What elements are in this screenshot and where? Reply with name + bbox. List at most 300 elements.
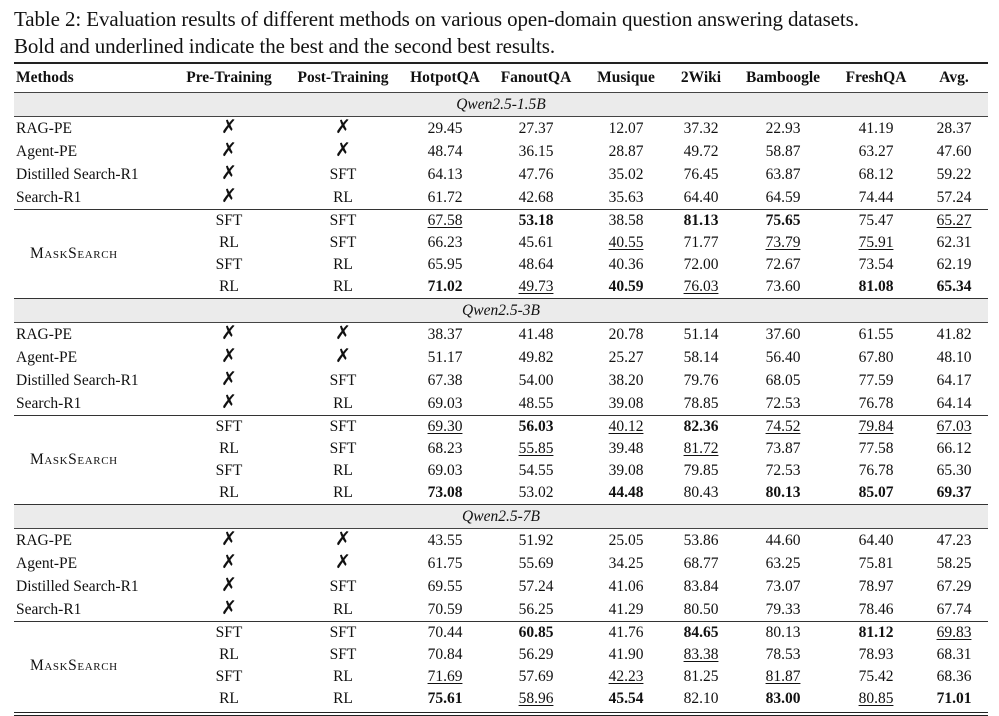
post-training-cell (284, 369, 402, 392)
training-label: SFT (215, 624, 243, 641)
score-cell: 67.74 (936, 600, 972, 618)
score-cell: 55.69 (518, 554, 554, 572)
score-value: 77.58 (858, 440, 894, 457)
header-row (14, 64, 988, 93)
score-cell (734, 254, 832, 276)
score-value: 72.00 (683, 256, 719, 273)
score-cell (402, 688, 488, 710)
pre-training-cell (174, 254, 284, 276)
training-label: RL (219, 690, 239, 707)
score-value: 78.53 (765, 646, 801, 663)
score-cell (668, 482, 734, 505)
score-cell: 35.02 (608, 165, 644, 183)
score-cell (402, 210, 488, 233)
score-cell (920, 622, 988, 645)
best-score: 45.54 (608, 690, 644, 707)
score-cell (584, 460, 668, 482)
score-cell (734, 622, 832, 645)
score-cell (584, 482, 668, 505)
score-cell: 51.92 (488, 529, 584, 553)
score-cell (734, 644, 832, 666)
score-value: 70.84 (427, 646, 463, 663)
score-cell: 27.37 (488, 117, 584, 141)
score-cell: 64.59 (765, 188, 801, 206)
best-score: 44.48 (608, 484, 644, 501)
score-cell: 41.29 (608, 600, 644, 618)
training-label: RL (333, 278, 353, 295)
score-cell: 75.81 (858, 554, 894, 572)
best-score: 81.12 (858, 624, 894, 641)
score-value: 78.93 (858, 646, 894, 663)
score-cell (920, 276, 988, 299)
training-label: RL (219, 278, 239, 295)
score-cell: 38.37 (402, 323, 488, 347)
table-row (14, 598, 988, 622)
training-label: RL (333, 256, 353, 273)
results-table (14, 64, 988, 710)
second-best-score: 81.72 (683, 440, 719, 457)
score-value: 48.64 (518, 256, 554, 273)
second-best-score: 71.69 (427, 668, 463, 685)
training-label: SFT (215, 462, 243, 479)
score-cell (734, 232, 832, 254)
best-score: 56.03 (518, 418, 554, 435)
method-name: RAG-PE (14, 529, 174, 553)
score-cell (832, 210, 920, 233)
score-cell: 78.97 (858, 577, 894, 595)
score-cell (832, 688, 920, 710)
score-cell (402, 438, 488, 460)
score-cell (584, 438, 668, 460)
score-value: 75.47 (858, 212, 894, 229)
method-name: RAG-PE (14, 323, 174, 347)
column-header: Bamboogle (745, 69, 821, 86)
score-cell: 48.55 (518, 394, 554, 412)
cross-mark-icon: ✗ (335, 323, 351, 344)
score-cell (832, 232, 920, 254)
score-cell: 47.76 (518, 165, 554, 183)
training-label: RL (219, 440, 239, 457)
column-header: 2Wiki (680, 69, 722, 86)
score-cell: 41.06 (608, 577, 644, 595)
section-header-row (14, 505, 988, 529)
score-cell (832, 666, 920, 688)
table-row (14, 140, 988, 163)
score-cell: 70.59 (427, 600, 463, 618)
post-training-cell (284, 163, 402, 186)
score-cell: 29.45 (402, 117, 488, 141)
score-value: 62.19 (936, 256, 972, 273)
score-cell (668, 232, 734, 254)
method-name: Agent-PE (16, 554, 78, 572)
score-cell: 76.78 (858, 394, 894, 412)
second-best-score: 65.27 (936, 212, 972, 229)
cross-mark-icon: ✗ (335, 346, 351, 367)
training-label: RL (333, 188, 353, 206)
method-name: MaskSearch (14, 622, 174, 711)
score-cell: 47.60 (936, 142, 972, 160)
score-cell: 28.37 (920, 117, 988, 141)
score-cell: 48.10 (936, 348, 972, 366)
score-cell: 51.17 (427, 348, 463, 366)
pre-training-cell (174, 346, 284, 369)
score-cell: 41.19 (832, 117, 920, 141)
results-table-container (14, 62, 988, 716)
score-cell (920, 232, 988, 254)
pre-training-cell (174, 392, 284, 416)
best-score: 65.34 (936, 278, 972, 295)
post-training-cell (284, 276, 402, 299)
score-cell: 43.55 (402, 529, 488, 553)
score-cell (734, 666, 832, 688)
score-value: 57.69 (518, 668, 554, 685)
score-cell: 69.03 (427, 394, 463, 412)
best-score: 80.13 (765, 484, 801, 501)
score-cell: 58.25 (936, 554, 972, 572)
score-value: 69.03 (427, 462, 463, 479)
score-cell: 83.84 (683, 577, 719, 595)
score-cell (734, 460, 832, 482)
score-cell (488, 644, 584, 666)
score-cell (734, 416, 832, 439)
score-value: 72.53 (765, 462, 801, 479)
training-label: RL (219, 646, 239, 663)
cross-mark-icon: ✗ (221, 163, 237, 184)
training-label: SFT (329, 624, 357, 641)
second-best-score: 55.85 (518, 440, 554, 457)
second-best-score: 73.79 (765, 234, 801, 251)
cross-mark-icon: ✗ (221, 346, 237, 367)
score-cell (488, 666, 584, 688)
score-value: 66.23 (427, 234, 463, 251)
post-training-cell (284, 210, 402, 233)
pre-training-cell (174, 186, 284, 210)
score-value: 38.58 (608, 212, 644, 229)
score-value: 72.67 (765, 256, 801, 273)
score-cell: 79.33 (765, 600, 801, 618)
best-score: 71.01 (936, 690, 972, 707)
pre-training-cell (174, 552, 284, 575)
score-cell (584, 622, 668, 645)
post-training-cell (284, 482, 402, 505)
column-header: HotpotQA (410, 69, 480, 86)
training-label: SFT (215, 668, 243, 685)
score-value: 68.36 (936, 668, 972, 685)
method-name: Search-R1 (16, 600, 82, 618)
second-best-score: 40.55 (608, 234, 644, 251)
training-label: SFT (215, 256, 243, 273)
pre-training-cell (174, 276, 284, 299)
cross-mark-icon: ✗ (221, 369, 237, 390)
best-score: 82.36 (683, 418, 719, 435)
method-name: RAG-PE (14, 117, 174, 141)
pre-training-cell (174, 416, 284, 439)
score-cell (584, 416, 668, 439)
column-header: Pre-Training (186, 69, 272, 86)
cross-mark-icon: ✗ (221, 552, 237, 573)
score-cell (920, 460, 988, 482)
post-training-cell (284, 117, 402, 141)
second-best-score: 49.73 (518, 278, 554, 295)
score-cell: 63.87 (765, 165, 801, 183)
method-name: Search-R1 (16, 188, 82, 206)
best-score: 75.65 (765, 212, 801, 229)
pre-training-cell (174, 438, 284, 460)
best-score: 75.61 (427, 690, 463, 707)
post-training-cell (284, 416, 402, 439)
score-cell (920, 254, 988, 276)
score-cell (734, 210, 832, 233)
score-cell (584, 210, 668, 233)
method-name: MaskSearch (14, 210, 174, 299)
table-row (14, 346, 988, 369)
score-value: 73.60 (765, 278, 801, 295)
score-cell: 64.40 (683, 188, 719, 206)
score-cell: 73.07 (765, 577, 801, 595)
table-row (14, 186, 988, 210)
pre-training-cell (174, 210, 284, 233)
score-cell (832, 276, 920, 299)
score-value: 82.10 (683, 690, 719, 707)
training-label: SFT (329, 646, 357, 663)
score-cell (584, 276, 668, 299)
cross-mark-icon: ✗ (221, 117, 237, 138)
post-training-cell (284, 460, 402, 482)
score-value: 40.36 (608, 256, 644, 273)
training-label: RL (333, 394, 353, 412)
second-best-score: 80.85 (858, 690, 894, 707)
training-label: SFT (215, 418, 243, 435)
score-value: 76.78 (858, 462, 894, 479)
best-score: 73.08 (427, 484, 463, 501)
score-cell: 67.29 (936, 577, 972, 595)
pre-training-cell (174, 232, 284, 254)
training-label: RL (333, 600, 353, 618)
model-section-label: Qwen2.5-1.5B (14, 93, 988, 117)
score-cell (920, 210, 988, 233)
score-cell (734, 688, 832, 710)
score-cell (832, 482, 920, 505)
method-name: Distilled Search-R1 (16, 371, 139, 389)
score-cell (920, 438, 988, 460)
training-label: SFT (329, 165, 357, 183)
score-value: 41.76 (608, 624, 644, 641)
score-value: 68.23 (427, 440, 463, 457)
score-cell: 35.63 (608, 188, 644, 206)
training-label: RL (333, 668, 353, 685)
score-cell: 69.55 (427, 577, 463, 595)
best-score: 69.37 (936, 484, 972, 501)
training-label: SFT (329, 371, 357, 389)
score-cell (668, 622, 734, 645)
post-training-cell (284, 529, 402, 553)
score-value: 71.77 (683, 234, 719, 251)
pre-training-cell (174, 140, 284, 163)
score-cell (734, 276, 832, 299)
training-label: SFT (329, 577, 357, 595)
score-cell: 76.45 (683, 165, 719, 183)
score-cell: 12.07 (584, 117, 668, 141)
pre-training-cell (174, 598, 284, 622)
cross-mark-icon: ✗ (221, 186, 237, 207)
score-cell (488, 254, 584, 276)
score-cell: 28.87 (608, 142, 644, 160)
score-cell: 58.14 (683, 348, 719, 366)
column-header: FanoutQA (500, 69, 572, 86)
score-cell: 25.27 (608, 348, 644, 366)
score-cell (668, 276, 734, 299)
table-bottom-rule (14, 712, 988, 716)
score-cell (734, 482, 832, 505)
cross-mark-icon: ✗ (221, 323, 237, 344)
post-training-cell (284, 254, 402, 276)
best-score: 60.85 (518, 624, 554, 641)
caption-line-1: Table 2: Evaluation results of different methods on various open-domain question answering datasets. (14, 7, 859, 31)
score-cell: 41.82 (920, 323, 988, 347)
score-cell: 53.86 (668, 529, 734, 553)
score-cell: 41.48 (488, 323, 584, 347)
score-value: 80.43 (683, 484, 719, 501)
post-training-cell (284, 644, 402, 666)
score-cell (488, 210, 584, 233)
score-cell: 67.38 (427, 371, 463, 389)
score-cell: 42.68 (518, 188, 554, 206)
best-score: 83.00 (765, 690, 801, 707)
post-training-cell (284, 688, 402, 710)
method-name: Distilled Search-R1 (16, 165, 139, 183)
column-header: FreshQA (845, 69, 907, 86)
table-row (14, 369, 988, 392)
score-cell (488, 276, 584, 299)
score-cell (832, 644, 920, 666)
score-cell (488, 482, 584, 505)
method-name: Distilled Search-R1 (16, 577, 139, 595)
score-cell: 47.23 (920, 529, 988, 553)
best-score: 81.13 (683, 212, 719, 229)
cross-mark-icon: ✗ (221, 140, 237, 161)
second-best-score: 81.87 (765, 668, 801, 685)
pre-training-cell (174, 369, 284, 392)
post-training-cell (284, 598, 402, 622)
best-score: 84.65 (683, 624, 719, 641)
score-cell: 56.25 (518, 600, 554, 618)
second-best-score: 75.91 (858, 234, 894, 251)
score-cell: 20.78 (584, 323, 668, 347)
score-cell (402, 644, 488, 666)
pre-training-cell (174, 644, 284, 666)
second-best-score: 76.03 (683, 278, 719, 295)
score-cell: 78.85 (683, 394, 719, 412)
score-cell (402, 622, 488, 645)
score-cell (402, 254, 488, 276)
pre-training-cell (174, 529, 284, 553)
score-cell: 63.27 (858, 142, 894, 160)
best-score: 81.08 (858, 278, 894, 295)
score-value: 73.87 (765, 440, 801, 457)
score-value: 39.08 (608, 462, 644, 479)
pre-training-cell (174, 622, 284, 645)
score-value: 45.61 (518, 234, 554, 251)
cross-mark-icon: ✗ (335, 552, 351, 573)
score-value: 81.25 (683, 668, 719, 685)
pre-training-cell (174, 482, 284, 505)
score-cell: 37.60 (734, 323, 832, 347)
table-row (14, 416, 988, 439)
score-cell (668, 644, 734, 666)
pre-training-cell (174, 117, 284, 141)
score-value: 54.55 (518, 462, 554, 479)
score-cell (920, 644, 988, 666)
section-header-row (14, 93, 988, 117)
score-cell (488, 460, 584, 482)
table-row (14, 575, 988, 598)
score-cell (488, 416, 584, 439)
table-row (14, 117, 988, 141)
model-section-label: Qwen2.5-7B (14, 505, 988, 529)
score-cell (920, 688, 988, 710)
best-score: 53.18 (518, 212, 554, 229)
score-value: 70.44 (427, 624, 463, 641)
score-value: 73.54 (858, 256, 894, 273)
score-cell (488, 622, 584, 645)
post-training-cell (284, 232, 402, 254)
column-header: Post-Training (297, 69, 389, 86)
score-cell (832, 460, 920, 482)
post-training-cell (284, 323, 402, 347)
cross-mark-icon: ✗ (221, 529, 237, 550)
pre-training-cell (174, 323, 284, 347)
model-section-label: Qwen2.5-3B (14, 299, 988, 323)
table-row (14, 163, 988, 186)
score-cell (734, 438, 832, 460)
training-label: RL (333, 690, 353, 707)
post-training-cell (284, 575, 402, 598)
cross-mark-icon: ✗ (221, 575, 237, 596)
score-value: 75.42 (858, 668, 894, 685)
score-cell (920, 416, 988, 439)
score-cell: 37.32 (668, 117, 734, 141)
score-cell: 80.50 (683, 600, 719, 618)
score-cell (668, 666, 734, 688)
column-header: Avg. (939, 69, 969, 86)
post-training-cell (284, 622, 402, 645)
score-cell: 22.93 (734, 117, 832, 141)
second-best-score: 69.83 (936, 624, 972, 641)
method-name: Agent-PE (16, 142, 78, 160)
second-best-score: 58.96 (518, 690, 554, 707)
score-cell: 56.40 (765, 348, 801, 366)
score-value: 79.85 (683, 462, 719, 479)
second-best-score: 40.12 (608, 418, 644, 435)
score-cell (488, 232, 584, 254)
score-cell (584, 644, 668, 666)
score-cell (402, 276, 488, 299)
cross-mark-icon: ✗ (335, 140, 351, 161)
table-row (14, 552, 988, 575)
column-header: Musique (597, 69, 655, 86)
score-cell: 57.24 (936, 188, 972, 206)
score-cell: 38.20 (608, 371, 644, 389)
score-cell (920, 482, 988, 505)
score-cell (668, 254, 734, 276)
best-score: 40.59 (608, 278, 644, 295)
post-training-cell (284, 392, 402, 416)
score-cell (584, 254, 668, 276)
score-cell (402, 482, 488, 505)
score-cell: 68.77 (683, 554, 719, 572)
second-best-score: 42.23 (608, 668, 644, 685)
best-score: 71.02 (427, 278, 463, 295)
